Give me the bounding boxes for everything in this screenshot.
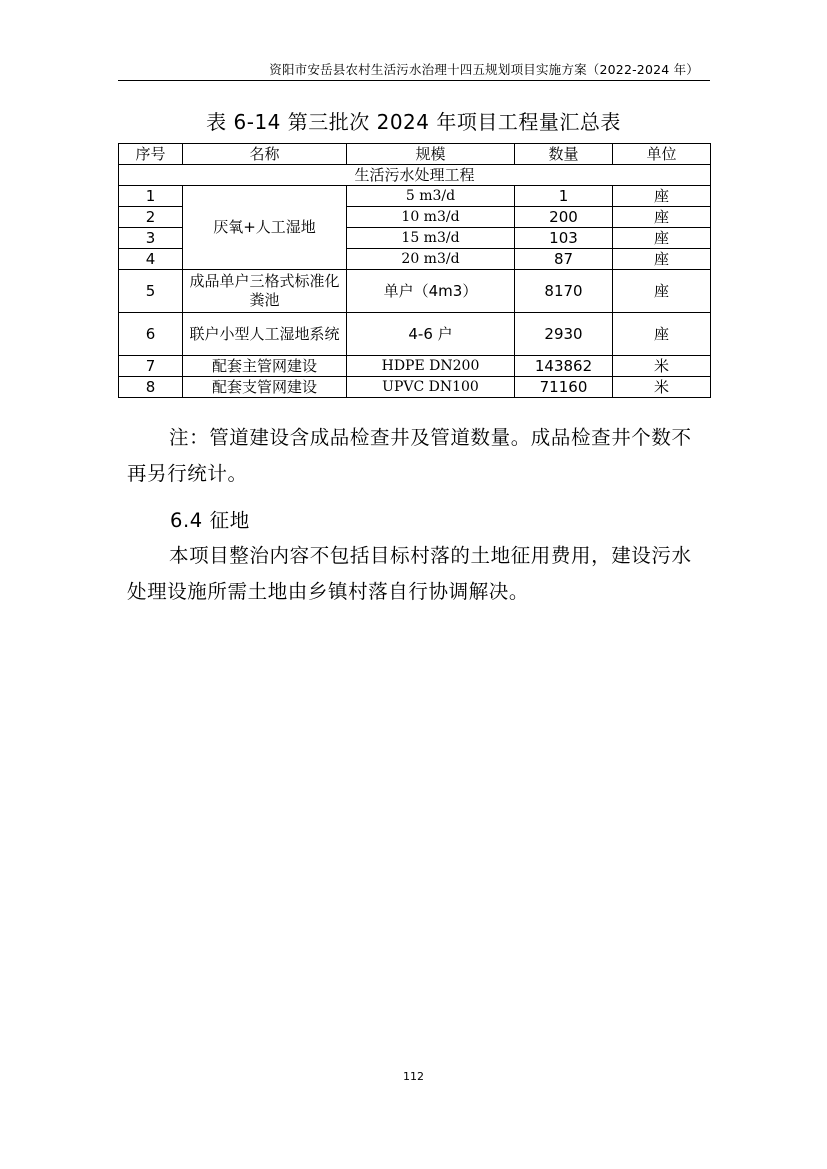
scale-cell: 5 m3/d <box>347 186 515 207</box>
unit-cell: 座 <box>613 249 711 270</box>
quantity-cell: 2930 <box>515 313 613 356</box>
quantity-cell: 1 <box>515 186 613 207</box>
unit-cell: 座 <box>613 270 711 313</box>
row-number: 4 <box>119 249 183 270</box>
scale-cell: 10 m3/d <box>347 207 515 228</box>
quantity-cell: 103 <box>515 228 613 249</box>
table-row <box>119 377 711 398</box>
unit-cell: 座 <box>613 186 711 207</box>
column-header: 数量 <box>515 144 613 165</box>
column-header: 名称 <box>183 144 347 165</box>
unit-cell: 米 <box>613 356 711 377</box>
table-row <box>119 270 711 313</box>
name-cell: 成品单户三格式标准化粪池 <box>183 270 347 313</box>
column-header: 规模 <box>347 144 515 165</box>
row-number: 8 <box>119 377 183 398</box>
scale-cell: UPVC DN100 <box>347 377 515 398</box>
quantity-cell: 71160 <box>515 377 613 398</box>
unit-cell: 米 <box>613 377 711 398</box>
unit-cell: 座 <box>613 313 711 356</box>
body-paragraph <box>127 538 711 610</box>
row-number: 5 <box>119 270 183 313</box>
running-header: 资阳市安岳县农村生活污水治理十四五规划项目实施方案（2022-2024 年） <box>269 62 699 77</box>
quantity-cell: 143862 <box>515 356 613 377</box>
table-title: 表 6-14 第三批次 2024 年项目工程量汇总表 <box>206 110 621 134</box>
row-number: 2 <box>119 207 183 228</box>
row-number: 3 <box>119 228 183 249</box>
scale-cell: 4-6 户 <box>347 313 515 356</box>
group-name-cell: 厌氧+人工湿地 <box>183 186 347 270</box>
table-row <box>119 186 711 207</box>
header-rule <box>118 80 710 81</box>
name-cell: 配套支管网建设 <box>183 377 347 398</box>
page-number: 112 <box>403 1070 424 1083</box>
section-row <box>119 165 711 186</box>
column-header: 单位 <box>613 144 711 165</box>
table-row <box>119 356 711 377</box>
summary-table <box>118 143 711 398</box>
table-row <box>119 313 711 356</box>
unit-cell: 座 <box>613 207 711 228</box>
row-number: 1 <box>119 186 183 207</box>
section-cell: 生活污水处理工程 <box>119 165 711 186</box>
quantity-cell: 87 <box>515 249 613 270</box>
name-cell: 联户小型人工湿地系统 <box>183 313 347 356</box>
quantity-cell: 200 <box>515 207 613 228</box>
body-text: 本项目整治内容不包括目标村落的土地征用费用，建设污水处理设施所需土地由乡镇村落自行协调解决。 <box>127 544 692 603</box>
scale-cell: 单户（4m3） <box>347 270 515 313</box>
name-cell: 配套主管网建设 <box>183 356 347 377</box>
table-header-row <box>119 144 711 165</box>
scale-cell: 15 m3/d <box>347 228 515 249</box>
row-number: 6 <box>119 313 183 356</box>
column-header: 序号 <box>119 144 183 165</box>
scale-cell: HDPE DN200 <box>347 356 515 377</box>
row-number: 7 <box>119 356 183 377</box>
unit-cell: 座 <box>613 228 711 249</box>
section-heading: 6.4 征地 <box>170 509 250 532</box>
table-note: 注：管道建设含成品检查井及管道数量。成品检查井个数不再另行统计。 <box>127 426 692 485</box>
table-note-paragraph <box>127 420 711 492</box>
quantity-cell: 8170 <box>515 270 613 313</box>
scale-cell: 20 m3/d <box>347 249 515 270</box>
